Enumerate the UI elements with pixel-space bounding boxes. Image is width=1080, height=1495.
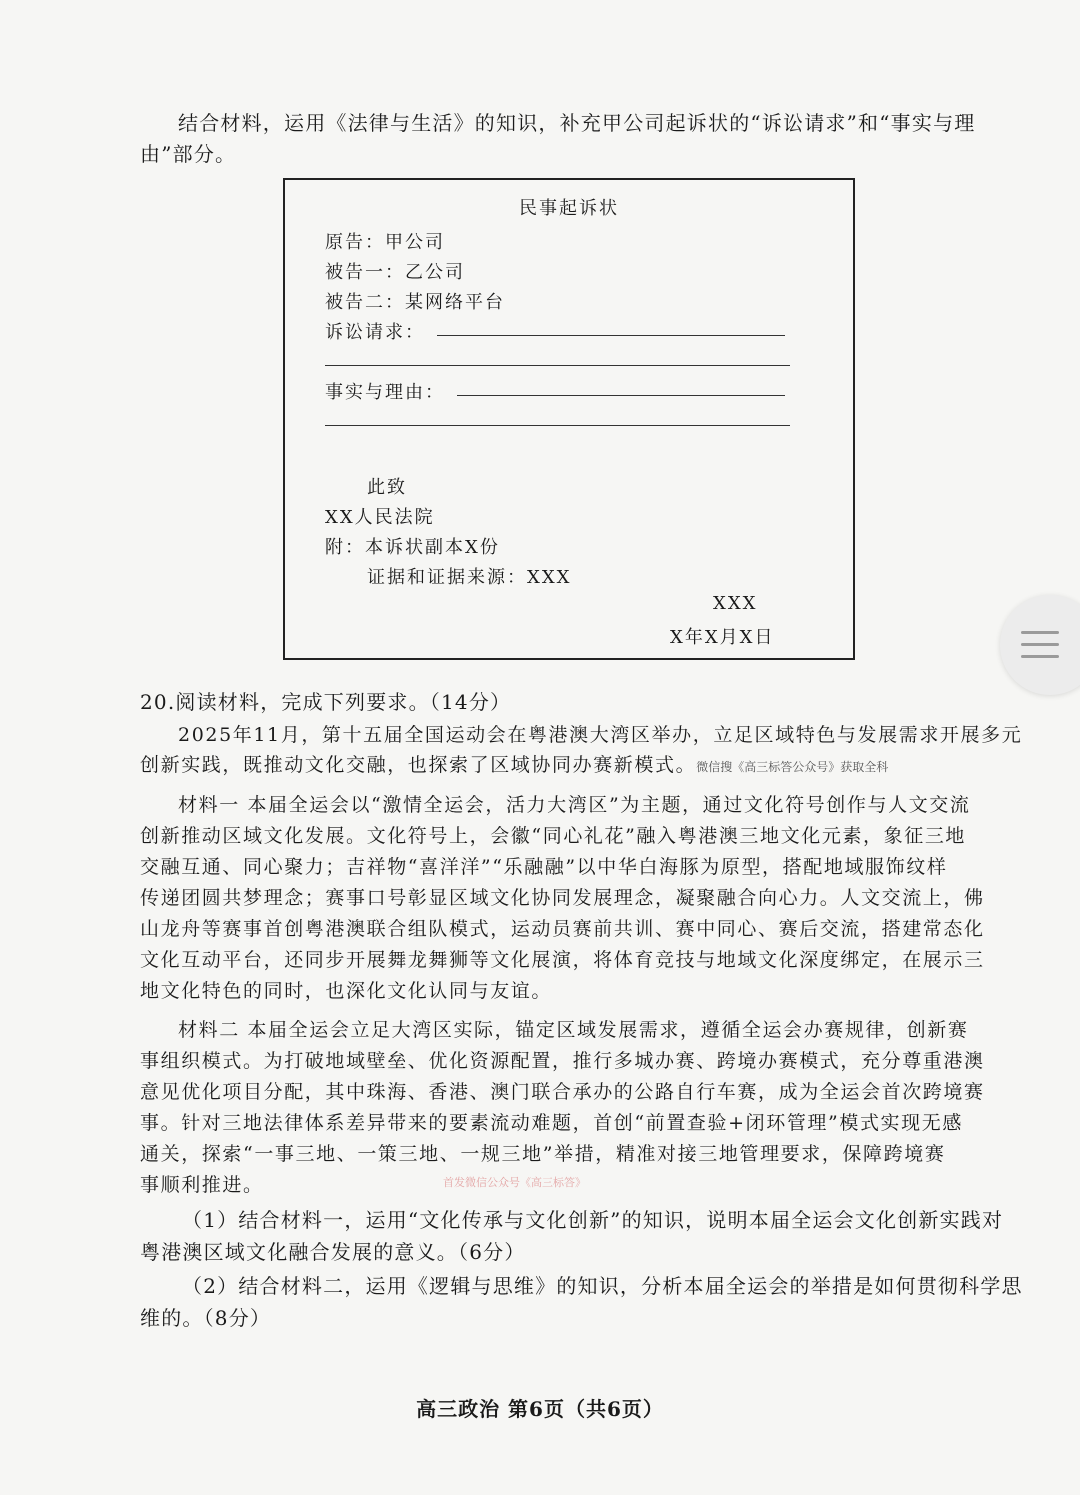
- material2-line-2: 事组织模式。为打破地域壁垒、优化资源配置，推行多城办赛、跨境办赛模式，充分尊重港澳: [140, 1050, 985, 1072]
- material1-line-1: 材料一 本届全运会以“激情全运会，活力大湾区”为主题，通过文化符号创作与人文交流: [178, 794, 971, 816]
- defendant-2-line: 被告二：某网络平台: [325, 292, 505, 313]
- sub-question-2-line-2: 维的。（8分）: [140, 1306, 272, 1330]
- context-line-2: [140, 750, 888, 777]
- evidence-line: 证据和证据来源：XXX: [367, 567, 572, 588]
- intro-line-2: 由”部分。: [140, 142, 237, 166]
- claims-blank-2: [325, 365, 790, 366]
- facts-blank-2: [325, 425, 790, 426]
- material1-line-2: 创新推动区域文化发展。文化符号上，会徽“同心礼花”融入粤港澳三地文化元素，象征三地: [140, 825, 967, 847]
- floating-menu-button[interactable]: [1000, 595, 1080, 695]
- attachment-line: 附：本诉状副本X份: [325, 537, 500, 558]
- material1-line-7: 地文化特色的同时，也深化文化认同与友谊。: [140, 980, 553, 1002]
- watermark-text-2: 首发微信公众号《高三标答》: [443, 1176, 586, 1189]
- plaintiff-line: 原告：甲公司: [325, 232, 445, 253]
- context-line-2-text: 创新实践，既推动文化交融，也探索了区域协同办赛新模式。: [140, 754, 697, 776]
- material1-line-4: 传递团圆共梦理念；赛事口号彰显区域文化协同发展理念，凝聚融合向心力。人文交流上，佛: [140, 887, 985, 909]
- material2-line-5: 通关，探索“一事三地、一策三地、一规三地”举措，精准对接三地管理要求，保障跨境赛: [140, 1143, 946, 1165]
- material2-line-4: 事。针对三地法律体系差异带来的要素流动难题，首创“前置查验+闭环管理”模式实现无感: [140, 1112, 963, 1134]
- facts-blank-1: [457, 395, 785, 396]
- sub-question-1-line-1: （1）结合材料一，运用“文化传承与文化创新”的知识，说明本届全运会文化创新实践对: [182, 1208, 1004, 1232]
- material1-line-6: 文化互动平台，还同步开展舞龙舞狮等文化展演，将体育竞技与地域文化深度绑定，在展示三: [140, 949, 985, 971]
- material2-line-3: 意见优化项目分配，其中珠海、香港、澳门联合承办的公路自行车赛，成为全运会首次跨境赛: [140, 1081, 985, 1103]
- civil-complaint-form: [283, 178, 855, 660]
- claims-label: 诉讼请求：: [325, 322, 425, 343]
- material2-line-1: 材料二 本届全运会立足大湾区实际，锚定区域发展需求，遵循全运会办赛规律，创新赛: [178, 1019, 969, 1041]
- facts-label: 事实与理由：: [325, 382, 445, 403]
- material2-line-6: 事顺利推进。: [140, 1174, 264, 1196]
- sub-question-1-line-2: 粤港澳区域文化融合发展的意义。（6分）: [140, 1240, 526, 1264]
- watermark-text-1: 微信搜《高三标答公众号》获取全科: [696, 760, 889, 774]
- form-title: 民事起诉状: [519, 198, 619, 219]
- context-line-1: 2025年11月，第十五届全国运动会在粤港澳大湾区举办，立足区域特色与发展需求开展多元: [178, 724, 1023, 746]
- material1-line-3: 交融互通、同心聚力；吉祥物“喜洋洋”“乐融融”以中华白海豚为原型，搭配地域服饰纹样: [140, 856, 948, 878]
- page-footer: 高三政治 第6页（共6页）: [416, 1397, 664, 1421]
- court-name: XX人民法院: [325, 507, 435, 528]
- date-line: X年X月X日: [670, 627, 775, 648]
- claims-blank-1: [437, 335, 785, 336]
- intro-line-1: 结合材料，运用《法律与生活》的知识，补充甲公司起诉状的“诉讼请求”和“事实与理: [178, 111, 976, 135]
- defendant-1-line: 被告一：乙公司: [325, 262, 465, 283]
- salutation: 此致: [367, 477, 407, 498]
- signature: XXX: [713, 593, 758, 614]
- question-header: 20.阅读材料，完成下列要求。（14分）: [140, 690, 512, 714]
- material1-line-5: 山龙舟等赛事首创粤港澳联合组队模式，运动员赛前共训、赛中同心、赛后交流，搭建常态化: [140, 918, 985, 940]
- sub-question-2-line-1: （2）结合材料二，运用《逻辑与思维》的知识，分析本届全运会的举措是如何贯彻科学思: [182, 1274, 1023, 1298]
